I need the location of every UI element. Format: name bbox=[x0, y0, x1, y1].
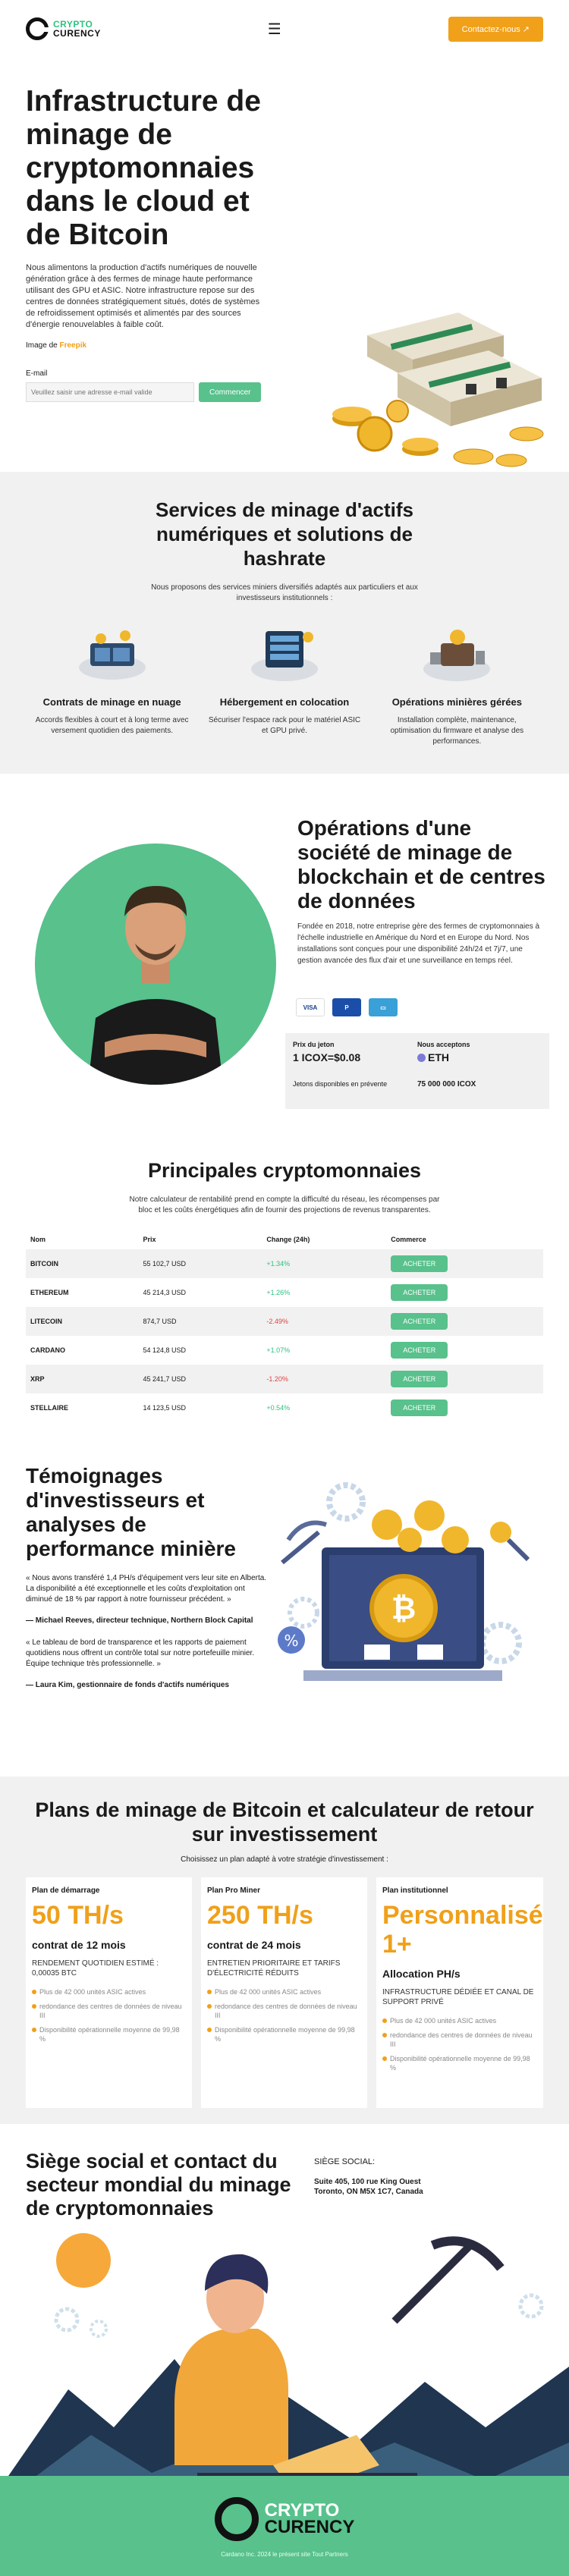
buy-button[interactable]: ACHETER bbox=[391, 1313, 448, 1330]
brand-logo[interactable] bbox=[26, 17, 101, 40]
brand-line1: CRYPTO bbox=[53, 19, 93, 30]
services-section bbox=[0, 472, 569, 774]
testimonial-author: — Laura Kim, gestionnaire de fonds d'actifs numériques bbox=[26, 1681, 229, 1689]
service-title: Hébergement en colocation bbox=[219, 696, 350, 708]
svg-text:%: % bbox=[284, 1632, 299, 1650]
plan-list bbox=[26, 1877, 543, 2108]
plan-feature: Disponibilité opérationnelle moyenne de 99,98 % bbox=[382, 2054, 537, 2072]
plan-feature: Plus de 42 000 unités ASIC actives bbox=[207, 1987, 361, 1996]
hq-address bbox=[314, 2177, 423, 2197]
brand-line1: CRYPTO bbox=[264, 2500, 340, 2521]
coin-name: CARDANO bbox=[30, 1346, 65, 1354]
plans-subtitle: Choisissez un plan adapté à votre stratégie d'investissement : bbox=[181, 1855, 388, 1864]
brand-line2: CURENCY bbox=[53, 28, 101, 39]
testimonials-title: Témoignages d'investisseurs et analyses de performance minière bbox=[26, 1464, 236, 1560]
coin-price: 54 124,8 USD bbox=[143, 1346, 187, 1354]
table-row bbox=[26, 1336, 543, 1365]
table-row bbox=[26, 1307, 543, 1336]
founder-photo bbox=[35, 843, 276, 1085]
coin-name: XRP bbox=[26, 1365, 139, 1393]
plan-card-pro[interactable] bbox=[201, 1877, 367, 2108]
plan-name: Plan de démarrage bbox=[32, 1886, 100, 1895]
email-input[interactable] bbox=[26, 382, 194, 402]
hero-title: Infrastructure de minage de cryptomonnaies dans le cloud et de Bitcoin bbox=[26, 85, 261, 251]
hq-label: SIÈGE SOCIAL: bbox=[314, 2157, 376, 2166]
services-list bbox=[0, 620, 569, 747]
coin-name: ETHEREUM bbox=[30, 1289, 69, 1296]
coin-name: STELLAIRE bbox=[30, 1404, 69, 1412]
column-header: Commerce bbox=[391, 1236, 426, 1243]
coin-price: 14 123,5 USD bbox=[143, 1404, 187, 1412]
plan-description: INFRASTRUCTURE DÉDIÉE ET CANAL DE SUPPORT PRIVÉ bbox=[382, 1988, 534, 2006]
man-portrait-illustration bbox=[35, 843, 276, 1085]
hero-section bbox=[0, 85, 569, 472]
external-link-icon: ↗ bbox=[522, 24, 530, 34]
hq-title: Siège social et contact du secteur mondial du minage de cryptomonnaies bbox=[26, 2150, 291, 2219]
managed-operations-icon bbox=[415, 620, 498, 686]
bitcoin-laptop-illustration bbox=[273, 1472, 546, 1722]
start-button[interactable]: Commencer bbox=[199, 382, 261, 402]
presale-label: Jetons disponibles en prévente bbox=[293, 1080, 388, 1088]
token-price-value: 1 ICOX=$0.08 bbox=[293, 1051, 361, 1063]
table-header-row bbox=[26, 1236, 543, 1249]
coin-change: +1.07% bbox=[266, 1346, 291, 1354]
table-row bbox=[26, 1365, 543, 1393]
table-row bbox=[26, 1278, 543, 1307]
presale-value: 75 000 000 ICOX bbox=[417, 1080, 476, 1089]
plan-feature: redondance des centres de données de niveau III bbox=[382, 2031, 537, 2049]
plan-feature: Plus de 42 000 unités ASIC actives bbox=[32, 1987, 186, 1996]
services-title: Services de minage d'actifs numériques et solutions de hashrate bbox=[155, 498, 413, 570]
hamburger-menu-icon[interactable]: ☰ bbox=[267, 20, 281, 38]
card-icon: ▭ bbox=[369, 998, 398, 1016]
header bbox=[0, 0, 569, 58]
coin-price: 55 102,7 USD bbox=[139, 1249, 262, 1278]
plan-description: RENDEMENT QUOTIDIEN ESTIMÉ : 0,00035 BTC bbox=[32, 1959, 159, 1978]
buy-button[interactable]: ACHETER bbox=[391, 1400, 448, 1416]
accept-value: ETH bbox=[428, 1051, 449, 1063]
email-label: E-mail bbox=[26, 369, 48, 378]
about-title: Opérations d'une société de minage de blockchain et de centres de données bbox=[297, 816, 545, 913]
testimonials-section bbox=[0, 1441, 569, 1776]
services-subtitle: Nous proposons des services miniers diversifiés adaptés aux particuliers et aux investisseurs institutionnels : bbox=[151, 583, 418, 602]
plan-features bbox=[382, 2016, 537, 2072]
token-price-label: Prix du jeton bbox=[293, 1041, 335, 1048]
plan-hashrate: Personnalisé 1+ bbox=[382, 1901, 543, 1959]
table-row bbox=[26, 1393, 543, 1422]
contact-button-label: Contactez-nous bbox=[461, 24, 520, 34]
address-line: Toronto, ON M5X 1C7, Canada bbox=[314, 2188, 423, 2196]
cash-and-coins-illustration bbox=[322, 305, 549, 472]
plan-name: Plan institutionnel bbox=[382, 1886, 448, 1895]
column-header: Nom bbox=[30, 1236, 46, 1243]
contact-button[interactable] bbox=[448, 17, 543, 42]
plan-feature: redondance des centres de données de niveau III bbox=[207, 2002, 361, 2020]
plan-feature: Disponibilité opérationnelle moyenne de 99,98 % bbox=[32, 2025, 186, 2044]
buy-button[interactable]: ACHETER bbox=[391, 1371, 448, 1387]
service-card-managed bbox=[377, 620, 536, 747]
service-title: Contrats de minage en nuage bbox=[42, 696, 181, 708]
footer-logo[interactable] bbox=[215, 2497, 355, 2541]
plan-term: Allocation PH/s bbox=[382, 1968, 461, 1980]
coin-change: -1.20% bbox=[262, 1365, 386, 1393]
paypal-icon: P bbox=[332, 998, 361, 1016]
plan-features bbox=[207, 1987, 361, 2044]
testimonial-quote: « Le tableau de bord de transparence et les rapports de paiement quotidiens nous offrent un contrôle total sur notre portefeuille minier. Équipe technique très professionnelle. » bbox=[26, 1638, 255, 1668]
column-header: Change (24h) bbox=[266, 1236, 310, 1243]
coin-change: +0.54% bbox=[266, 1404, 291, 1412]
about-text: Fondée en 2018, notre entreprise gère des fermes de cryptomonnaies à l'échelle industrielle en Amérique du Nord et en Europe du Nord. Nos installations sont conçues pour une disponibilité 24h/24 et 7j/7, une gestion avancée des flux d'air et une surveillance en temps réel. bbox=[297, 922, 540, 965]
service-text: Sécuriser l'espace rack pour le matériel ASIC et GPU privé. bbox=[208, 716, 361, 735]
credit-link[interactable]: Freepik bbox=[59, 341, 87, 350]
accept-label: Nous acceptons bbox=[417, 1041, 470, 1048]
server-rack-icon bbox=[243, 620, 326, 686]
payment-methods bbox=[296, 998, 398, 1016]
brand-name bbox=[53, 20, 101, 38]
plan-hashrate: 50 TH/s bbox=[32, 1901, 124, 1930]
coin-change: +1.34% bbox=[262, 1249, 386, 1278]
about-section bbox=[0, 774, 569, 1106]
credit-prefix: Image de bbox=[26, 341, 60, 350]
plan-term: contrat de 12 mois bbox=[32, 1939, 126, 1951]
crypto-section bbox=[0, 1106, 569, 1441]
coin-price: 45 214,3 USD bbox=[143, 1289, 187, 1296]
coin-price: 45 241,7 USD bbox=[139, 1365, 262, 1393]
buy-button[interactable]: ACHETER bbox=[391, 1255, 448, 1272]
plans-section bbox=[0, 1776, 569, 2124]
copyright: Cardano Inc. 2024 le présent site Tout Partners bbox=[221, 2551, 348, 2558]
brand-line2: CURENCY bbox=[264, 2517, 355, 2537]
service-card-colocation bbox=[205, 620, 364, 747]
column-header: Prix bbox=[143, 1236, 156, 1243]
testimonial-author: — Michael Reeves, directeur technique, Northern Block Capital bbox=[26, 1616, 253, 1625]
svg-text:₿: ₿ bbox=[391, 1591, 417, 1626]
service-text: Accords flexibles à court et à long terme avec versement quotidien des paiements. bbox=[35, 716, 189, 735]
footer bbox=[0, 2476, 569, 2576]
coin-change: -2.49% bbox=[262, 1307, 386, 1336]
coin-change: +1.26% bbox=[266, 1289, 291, 1296]
ethereum-icon bbox=[417, 1054, 426, 1062]
mining-rig-icon bbox=[71, 620, 154, 686]
plan-card-institutional[interactable] bbox=[376, 1877, 543, 2108]
service-card-cloud bbox=[33, 620, 192, 747]
service-text: Installation complète, maintenance, optimisation du firmware et analyse des performances. bbox=[390, 716, 524, 746]
token-info-box bbox=[285, 1033, 549, 1109]
coin-name: LITECOIN bbox=[26, 1307, 139, 1336]
coin-name: BITCOIN bbox=[26, 1249, 139, 1278]
hero-lead: Nous alimentons la production d'actifs numériques de nouvelle génération grâce à des fermes de minage haute performance utilisant des GPU et ASIC. Notre infrastructure repose sur des centres de données stratégiquement situés, dotés de systèmes de refroidissement optimisés et alimentés par des sources d'énergie renouvelables à faible coût. bbox=[26, 263, 260, 329]
address-line: Suite 405, 100 rue King Ouest bbox=[314, 2178, 421, 2186]
table-row bbox=[26, 1249, 543, 1278]
buy-button[interactable]: ACHETER bbox=[391, 1342, 448, 1359]
logo-c-icon bbox=[26, 17, 49, 40]
testimonial-quote: « Nous avons transféré 1,4 PH/s d'équipement vers leur site en Alberta. La disponibilité a été exceptionnelle et les coûts d'exploitation ont diminué de 18 % par rapport à notre fournisseur précédent. » bbox=[26, 1574, 267, 1604]
plan-feature: Plus de 42 000 unités ASIC actives bbox=[382, 2016, 537, 2025]
visa-icon: VISA bbox=[296, 998, 325, 1016]
plan-hashrate: 250 TH/s bbox=[207, 1901, 313, 1930]
crypto-table bbox=[26, 1236, 543, 1422]
service-title: Opérations minières gérées bbox=[391, 696, 522, 708]
plan-features bbox=[32, 1987, 186, 2044]
crypto-subtitle: Notre calculateur de rentabilité prend en compte la difficulté du réseau, les récompenses par bloc et les coûts énergétiques afin de fournir des projections de revenus transparentes. bbox=[129, 1195, 440, 1214]
plan-feature: Disponibilité opérationnelle moyenne de 99,98 % bbox=[207, 2025, 361, 2044]
plan-term: contrat de 24 mois bbox=[207, 1939, 301, 1951]
plans-title: Plans de minage de Bitcoin et calculateur de retour sur investissement bbox=[35, 1798, 534, 1846]
logo-c-icon bbox=[215, 2497, 259, 2541]
plan-feature: redondance des centres de données de niveau III bbox=[32, 2002, 186, 2020]
buy-button[interactable]: ACHETER bbox=[391, 1284, 448, 1301]
crypto-title: Principales cryptomonnaies bbox=[147, 1159, 422, 1182]
plan-description: ENTRETIEN PRIORITAIRE ET TARIFS D'ÉLECTRICITÉ RÉDUITS bbox=[207, 1959, 341, 1978]
plan-name: Plan Pro Miner bbox=[207, 1886, 261, 1895]
coin-price: 874,7 USD bbox=[139, 1307, 262, 1336]
footer-brand-name bbox=[265, 2502, 355, 2536]
plan-card-starter[interactable] bbox=[26, 1877, 192, 2108]
